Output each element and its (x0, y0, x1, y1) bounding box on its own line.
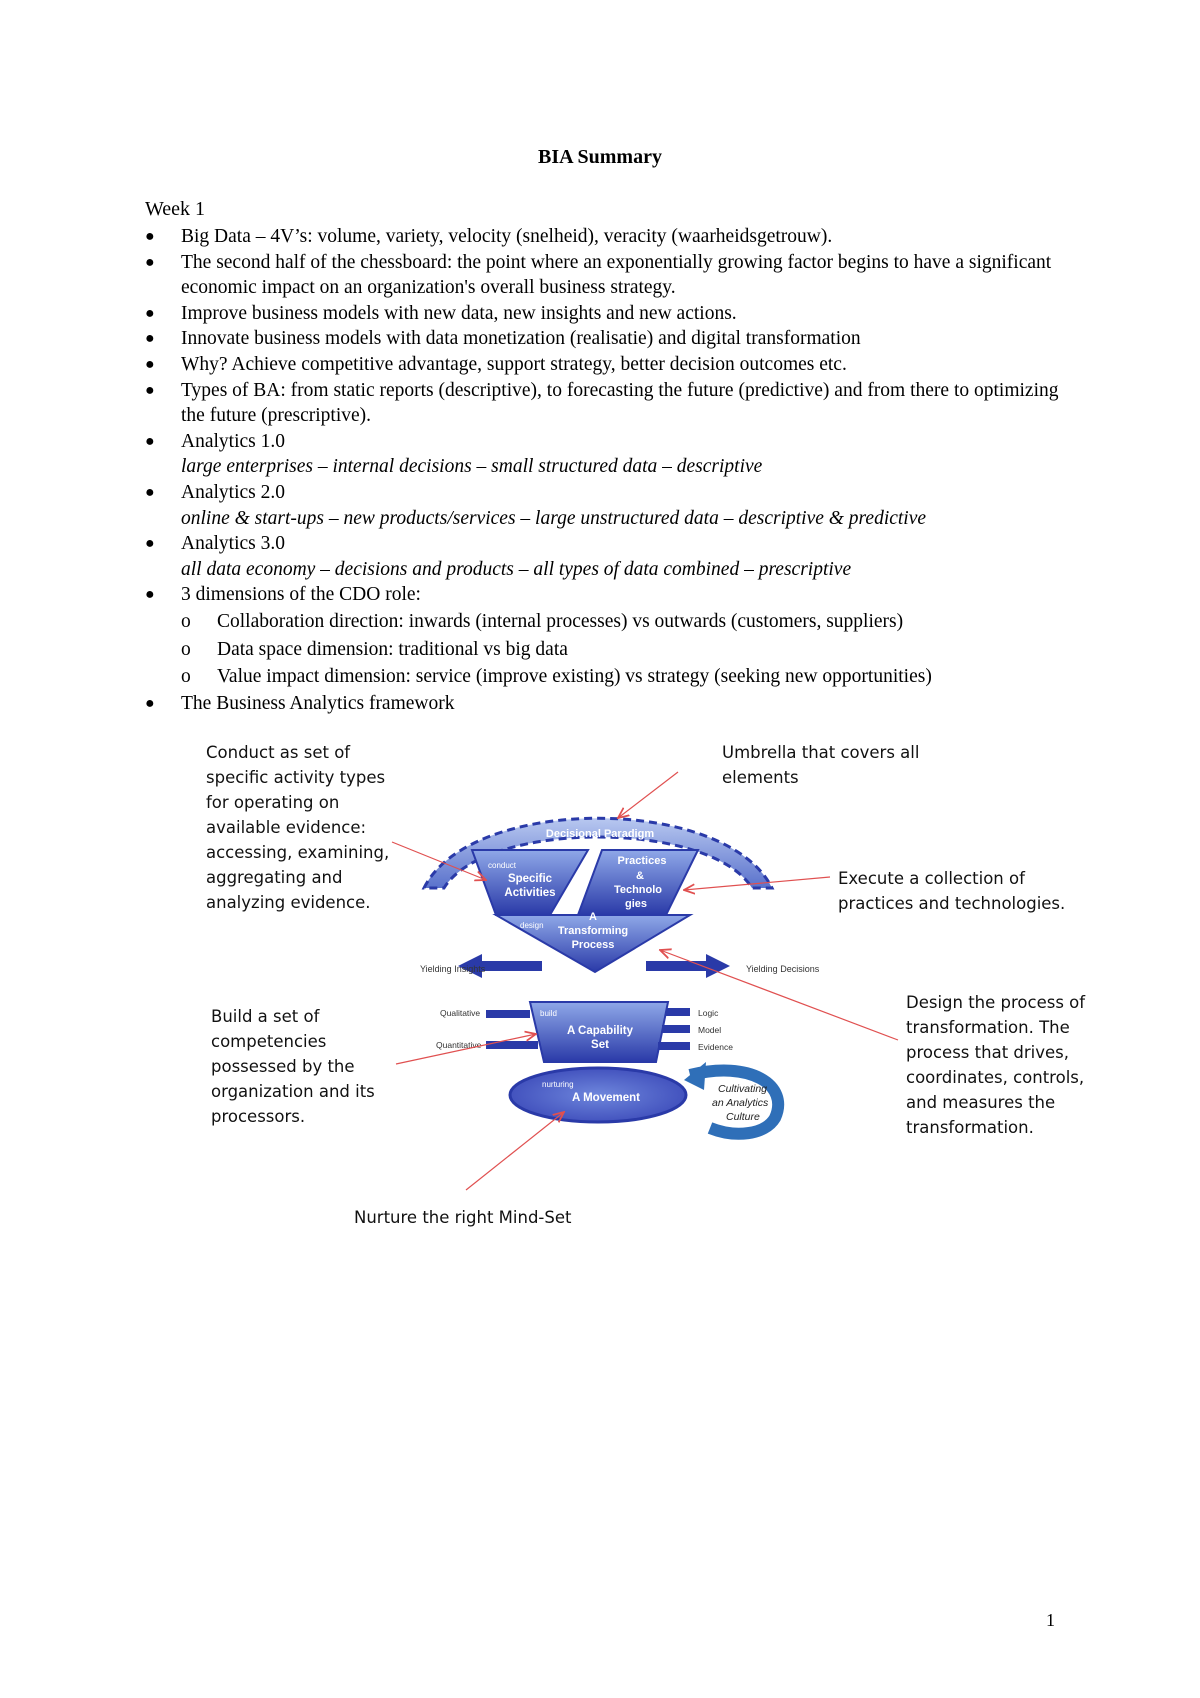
build-small-label: build (540, 1009, 557, 1018)
list-item-text: The Business Analytics framework (181, 692, 455, 714)
technolo-label: Technolo (613, 884, 663, 896)
bullet-icon: ● (145, 694, 155, 712)
list-item-text: The second half of the chessboard: the point where an exponentially growing factor begins to have a significant economic impact on an organization's overall business strategy. (181, 251, 1052, 299)
quantitative-bar (486, 1041, 538, 1049)
annotation-design: Design the process of transformation. The process that drives, coordinates, controls, and measures the transformation. (906, 993, 1086, 1137)
process-label: Process (571, 939, 615, 951)
model-bar (662, 1025, 690, 1033)
bullet-icon: ● (145, 586, 155, 604)
yielding-decisions-label: Yielding Decisions (746, 964, 820, 974)
sub-list-item-text: Data space dimension: traditional vs big data (217, 638, 568, 660)
nurturing-small-label: nurturing (542, 1080, 574, 1089)
sub-bullet-icon: o (181, 610, 191, 632)
logic-bar (666, 1008, 690, 1016)
pointer-nurture (466, 1112, 564, 1190)
bullet-list (145, 224, 1075, 716)
model-label: Model (698, 1025, 722, 1035)
bullet-icon: ● (145, 355, 155, 373)
sub-list-item (181, 636, 1075, 664)
annotation-conduct: Conduct as set of specific activity types for operating on available evidence: accessing, examining, aggregating and analyzing evidence. (206, 743, 390, 912)
transforming-label: Transforming (557, 925, 629, 937)
cultivating-label: Cultivating (718, 1083, 768, 1095)
list-item-text: Analytics 2.0 (181, 481, 285, 503)
specific-label: Specific (507, 873, 553, 885)
yielding-insights-label: Yielding Insights (420, 964, 486, 974)
evidence-label: Evidence (698, 1042, 733, 1052)
sub-bullet-icon: o (181, 638, 191, 660)
bullet-icon: ● (145, 381, 155, 399)
bullet-icon: ● (145, 432, 155, 450)
list-item (145, 429, 1075, 480)
bullet-icon: ● (145, 330, 155, 348)
sub-list-item-text: Collaboration direction: inwards (internal processes) vs outwards (customers, suppliers) (217, 610, 904, 632)
list-item-italic: large enterprises – internal decisions – small structured data – descriptive (181, 456, 763, 478)
list-item (145, 378, 1075, 429)
analytics-label: an Analytics (712, 1097, 769, 1109)
cultivating-arrowhead-icon (684, 1062, 706, 1090)
culture-label: Culture (726, 1111, 760, 1123)
document-title: BIA Summary (538, 146, 662, 168)
list-item (145, 224, 1075, 250)
qualitative-label: Qualitative (440, 1008, 481, 1018)
list-item-text: Analytics 1.0 (181, 430, 285, 452)
bullet-icon: ● (145, 228, 155, 245)
set-label: Set (591, 1039, 609, 1051)
pointer-umbrella (618, 772, 678, 818)
qualitative-bar (486, 1010, 530, 1018)
amp-label: & (636, 870, 644, 882)
list-item-text: Big Data – 4V’s: volume, variety, velocity (snelheid), veracity (waarheidsgetrouw). (181, 226, 833, 247)
list-item-text: Why? Achieve competitive advantage, support strategy, better decision outcomes etc. (181, 353, 847, 375)
bullet-icon: ● (145, 483, 155, 501)
bullet-icon: ● (145, 304, 155, 322)
movement-label: A Movement (572, 1092, 640, 1104)
logic-label: Logic (698, 1008, 719, 1018)
bullet-icon: ● (145, 253, 155, 271)
paradigm-label: Decisional Paradigm (545, 828, 655, 840)
list-item (145, 250, 1075, 301)
annotation-execute: Execute a collection of practices and technologies. (838, 869, 1066, 913)
annotation-build: Build a set of competencies possessed by the organization and its processors. (211, 1007, 375, 1126)
list-item (145, 691, 1075, 717)
list-item-text: Analytics 3.0 (181, 533, 285, 555)
list-item-italic: online & start-ups – new products/services – large unstructured data – descriptive & predictive (181, 507, 927, 529)
framework-diagram (190, 740, 1090, 1240)
list-item (145, 326, 1075, 352)
list-item-text: 3 dimensions of the CDO role: (181, 584, 421, 606)
sub-list-item-text: Value impact dimension: service (improve existing) vs strategy (seeking new opportunities) (217, 666, 932, 688)
sub-list-item (181, 608, 1075, 636)
list-item-text: Improve business models with new data, new insights and new actions. (181, 302, 737, 324)
list-item (145, 531, 1075, 582)
sub-list-item (181, 663, 1075, 691)
annotation-umbrella: Umbrella that covers all elements (722, 743, 920, 787)
yielding-decisions-arrow-icon (646, 954, 730, 978)
gies-label: gies (624, 898, 648, 910)
week-heading: Week 1 (145, 198, 206, 220)
a-label: A (589, 911, 597, 923)
bullet-icon: ● (145, 535, 155, 553)
conduct-small-label: conduct (488, 861, 517, 870)
evidence-bar (658, 1042, 690, 1050)
list-item (145, 352, 1075, 378)
list-item (145, 582, 1075, 690)
list-item-text: Types of BA: from static reports (descriptive), to forecasting the future (predictive) and from there to optimizing the future (prescriptive). (181, 379, 1059, 427)
list-item (145, 301, 1075, 327)
quantitative-label: Quantitative (436, 1040, 482, 1050)
list-item (145, 480, 1075, 531)
page-number: 1 (1046, 1610, 1055, 1630)
annotation-nurture: Nurture the right Mind-Set (354, 1208, 572, 1227)
sub-list (181, 608, 1075, 691)
sub-bullet-icon: o (181, 666, 191, 688)
business-analytics-framework-figure (190, 740, 1090, 1240)
list-item-text: Innovate business models with data monetization (realisatie) and digital transformation (181, 328, 861, 350)
list-item-italic: all data economy – decisions and products – all types of data combined – prescriptive (181, 558, 852, 580)
capability-label: A Capability (566, 1025, 634, 1037)
practices-label: Practices (617, 855, 667, 867)
activities-label: Activities (504, 887, 556, 899)
design-small-label: design (520, 921, 544, 930)
